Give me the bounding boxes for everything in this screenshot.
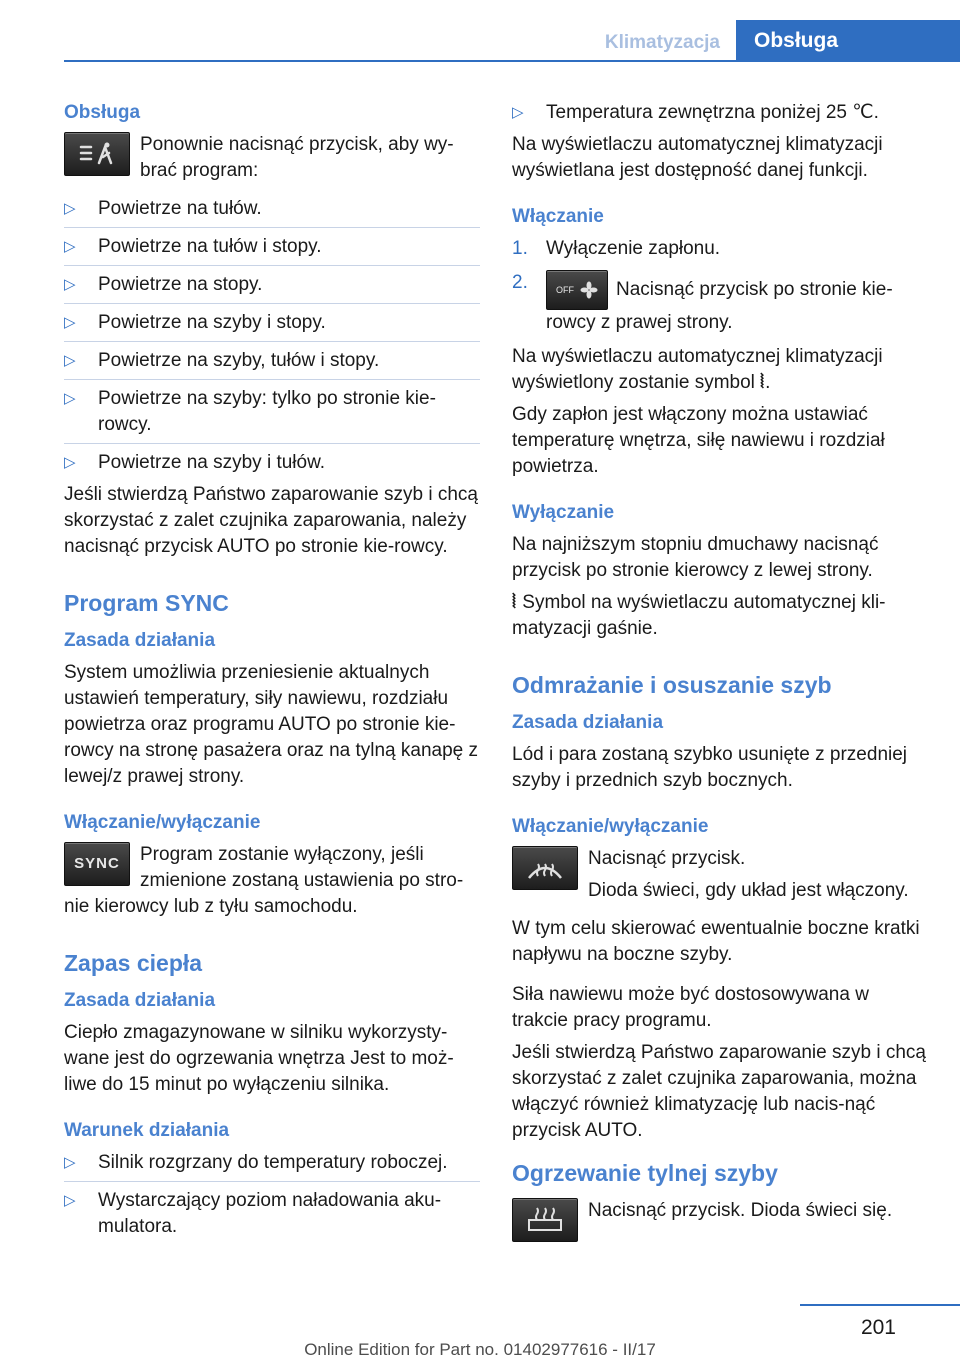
- fan-off-label: OFF: [556, 285, 574, 295]
- on-title: Włączanie: [512, 206, 604, 227]
- sync-principle-title: Zasada działania: [64, 630, 216, 651]
- rear-row: [512, 1198, 928, 1242]
- left-column: [64, 100, 480, 1246]
- condition-item: ▷ Silnik rozgrzany do temperatury roboczej.: [64, 1150, 480, 1182]
- defrost-press: Nacisnąć przycisk.: [588, 848, 746, 869]
- rear-text: Nacisnąć przycisk. Dioda świeci się.: [588, 1200, 893, 1221]
- footer-rule: [800, 1304, 960, 1306]
- step-number: 1.: [512, 238, 528, 259]
- defrost-led: Dioda świeci, gdy układ jest włączony.: [588, 880, 909, 901]
- defrost-button: [512, 846, 578, 890]
- heat-principle-text: Ciepło zmagazynowane w silniku wykorzysty-wane jest do ogrzewania wnętrza Jest to moż-liwe do 15 minut po wyłączeniu silnika.: [64, 1022, 454, 1095]
- sync-row: [64, 842, 480, 926]
- defrost-fog: Jeśli stwierdzą Państwo zaparowanie szyb i chcą skorzystać z zalet czujnika zaparowania, można włączyć również klimatyzację lub nacis-nąć przycisk AUTO.: [512, 1042, 926, 1141]
- defrost-fan: Siła nawiewu może być dostosowywana w trakcie pracy programu.: [512, 984, 869, 1031]
- symbol-text-a: Na wyświetlaczu automatycznej klimatyzacji wyświetlony zostanie symbol: [512, 346, 883, 393]
- condition-item: ▷ Temperatura zewnętrzna poniżej 25 ℃.: [512, 100, 928, 126]
- program-item: ▷ Powietrze na stopy.: [64, 272, 480, 304]
- obsluga-title: Obsługa: [64, 102, 141, 123]
- defrost-text-block: [588, 846, 909, 904]
- windshield-defrost-icon: [525, 854, 565, 882]
- step-text: Wyłączenie zapłonu.: [546, 238, 721, 259]
- on-steps: [512, 236, 928, 336]
- fan-icon: [580, 281, 598, 299]
- program-item: ▷ Powietrze na tułów.: [64, 196, 480, 228]
- defrost-row: [512, 846, 928, 904]
- program-list: [64, 196, 480, 476]
- step-text: Nacisnąć przycisk po stronie kie-rowcy z prawej strony.: [546, 279, 893, 333]
- condition-item: ▷ Wystarczający poziom naładowania aku-mulatora.: [64, 1188, 480, 1240]
- defrost-onoff-title: Włączanie/wyłączanie: [512, 816, 709, 837]
- defrost-principle-title: Zasada działania: [512, 712, 664, 733]
- defrost-principle-text: Lód i para zostaną szybko usunięte z przedniej szyby i przednich szyb bocznych.: [512, 744, 908, 791]
- page-number: 201: [860, 1316, 896, 1339]
- step-number: 2.: [512, 272, 528, 293]
- availability-text: Na wyświetlaczu automatycznej klimatyzacji wyświetlana jest dostępność danej funkcji.: [512, 134, 883, 181]
- temp-condition-list: [512, 100, 928, 126]
- rear-defrost-button: [512, 1198, 578, 1242]
- air-distribution-button: [64, 132, 130, 176]
- rear-window-heat-icon: [525, 1206, 565, 1234]
- fan-off-button: [546, 270, 608, 310]
- header-chapter[interactable]: Klimatyzacja: [589, 26, 736, 60]
- ignition-text: Gdy zapłon jest włączony można ustawiać temperaturę wnętrza, siłę nawiewu i rozdział powietrza.: [512, 404, 885, 477]
- sync-onoff-text: Program zostanie wyłączony, jeśli zmienione zostaną ustawienia po stro-nie kierowcy lub z tyłu samochodu.: [64, 844, 464, 917]
- on-step: [512, 270, 928, 336]
- rear-heading: Ogrzewanie tylnej szyby: [512, 1160, 778, 1186]
- program-item: ▷ Powietrze na tułów i stopy.: [64, 234, 480, 266]
- program-item: ▷ Powietrze na szyby i stopy.: [64, 310, 480, 342]
- sync-onoff-title: Włączanie/wyłączanie: [64, 812, 261, 833]
- obsluga-text: Ponownie nacisnąć przycisk, aby wy-brać program:: [140, 134, 454, 181]
- program-item: ▷ Powietrze na szyby i tułów.: [64, 450, 480, 476]
- defrost-vents: W tym celu skierować ewentualnie boczne kratki napływu na boczne szyby.: [512, 918, 920, 965]
- symbol-off-text: Symbol na wyświetlaczu automatycznej kli-matyzacji gaśnie.: [512, 592, 886, 639]
- fog-text: Jeśli stwierdzą Państwo zaparowanie szyb i chcą skorzystać z zalet czujnika zaparowania, należy nacisnąć przycisk AUTO po stronie kie-rowcy.: [64, 484, 478, 557]
- edition-text: Online Edition for Part no. 01402977616 - II/17: [304, 1340, 656, 1359]
- obsluga-row: [64, 132, 480, 184]
- heat-reserve-icon: ⦚: [760, 372, 766, 393]
- heat-condition-list: [64, 1150, 480, 1240]
- off-text: Na najniższym stopniu dmuchawy nacisnąć przycisk po stronie kierowcy z lewej strony.: [512, 534, 879, 581]
- air-distribution-icon: [77, 141, 117, 167]
- header-section[interactable]: Obsługa: [736, 20, 960, 62]
- off-title: Wyłączanie: [512, 502, 615, 523]
- symbol-text: [512, 344, 928, 396]
- heat-heading: Zapas ciepła: [64, 950, 203, 976]
- symbol-text-b: .: [765, 372, 771, 393]
- symbol-off-row: [512, 590, 928, 642]
- program-item: ▷ Powietrze na szyby, tułów i stopy.: [64, 348, 480, 380]
- program-item: ▷ Powietrze na szyby: tylko po stronie kie-rowcy.: [64, 386, 480, 444]
- sync-button-label: SYNC: [74, 855, 120, 872]
- sync-principle-text: System umożliwia przeniesienie aktualnych ustawień temperatury, siły nawiewu, rozdziału powietrza oraz programu AUTO po stronie kie-rowcy na stronę pasażera oraz na tylną kanapę z lewej/z prawej strony.: [64, 662, 479, 787]
- heat-principle-title: Zasada działania: [64, 990, 216, 1011]
- sync-heading: Program SYNC: [64, 590, 229, 616]
- right-column: [512, 100, 928, 1254]
- heat-condition-title: Warunek działania: [64, 1120, 230, 1141]
- on-step: [512, 236, 928, 262]
- sync-button: [64, 842, 130, 886]
- defrost-heading: Odmrażanie i osuszanie szyb: [512, 672, 832, 698]
- heat-reserve-icon: ⦚: [512, 592, 517, 613]
